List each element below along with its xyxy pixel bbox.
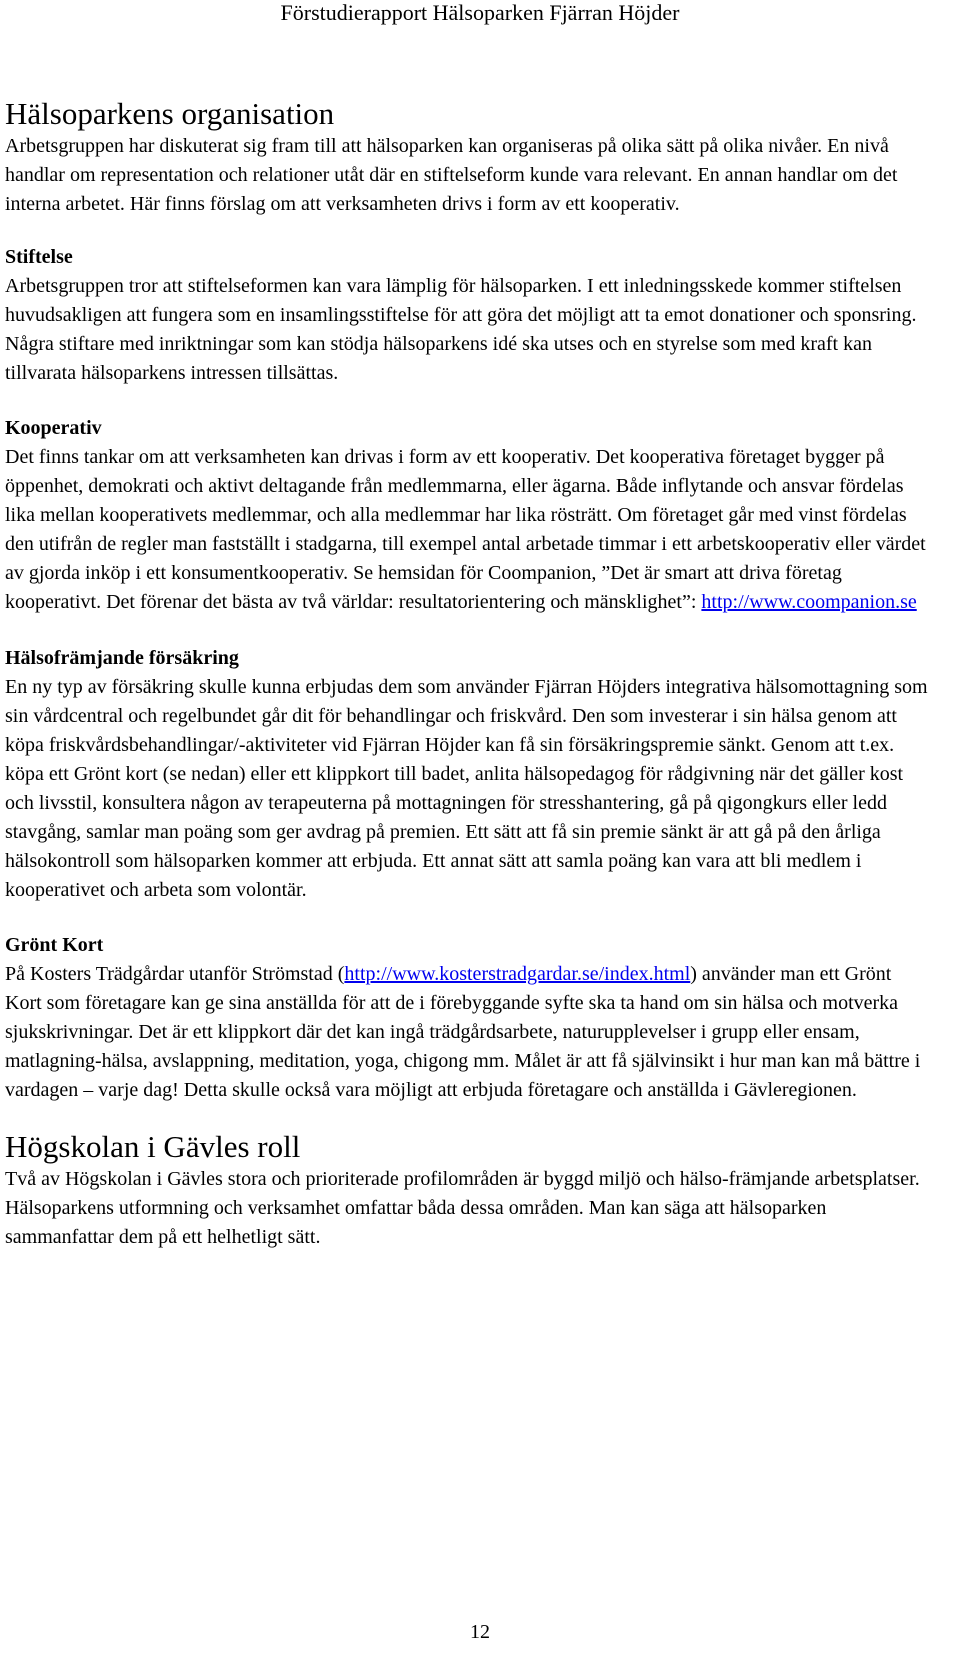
- paragraph-hogskolan: Två av Högskolan i Gävles stora och prioriterade profilområden är byggd miljö och hälso-främjande arbetsplatser. Hälsoparkens utformning och verksamhet omfattar båda dessa områden. Man kan säga att hälsoparken sammanfattar dem på ett helhetligt sätt.: [5, 1168, 920, 1248]
- paragraph-kooperativ: [5, 443, 930, 617]
- document-body: [5, 96, 930, 1252]
- heading-hogskolan: Högskolan i Gävles roll: [5, 1129, 301, 1164]
- page-number: 12: [470, 1621, 490, 1643]
- section-halsoframjande-forsakring: [5, 644, 930, 905]
- heading-organisation: Hälsoparkens organisation: [5, 96, 335, 131]
- heading-halsoframjande-forsakring: Hälsofrämjande försäkring: [5, 647, 239, 669]
- paragraph-gront-kort: [5, 960, 930, 1105]
- paragraph-organisation: Arbetsgruppen har diskuterat sig fram till att hälsoparken kan organiseras på olika sätt på olika nivåer. En nivå handlar om representation och relationer utåt där en stiftelseform kunde vara relevant. En annan handlar om det interna arbetet. Här finns förslag om att verksamheten drivs i form av ett kooperativ.: [5, 135, 898, 215]
- heading-stiftelse: Stiftelse: [5, 246, 73, 268]
- section-hogskolan: [5, 1129, 930, 1252]
- heading-kooperativ: Kooperativ: [5, 417, 102, 439]
- section-organisation: [5, 96, 930, 219]
- heading-gront-kort: Grönt Kort: [5, 934, 104, 956]
- page-header: Förstudierapport Hälsoparken Fjärran Höjder: [280, 0, 680, 25]
- paragraph-gront-kort-text-after: ) använder man ett Grönt Kort som företagare kan ge sina anställda för att de i förebyggande syfte ska ta hand om sin hälsa och motverka sjukskrivningar. Det är ett klippkort där det kan ingå trädgårdsarbete, naturupplevelser i grupp eller ensam, matlagning-hälsa, avslappning, meditation, yoga, chigong mm. Målet är att få självinsikt i hur man kan må bättre i vardagen – varje dag! Detta skulle också vara möjligt att erbjuda företagare och anställda i Gävleregionen.: [5, 963, 921, 1101]
- kosterstradgardar-link[interactable]: http://www.kosterstradgardar.se/index.html: [344, 963, 691, 985]
- coompanion-link[interactable]: http://www.coompanion.se: [701, 591, 917, 613]
- section-stiftelse: [5, 243, 930, 388]
- section-kooperativ: [5, 414, 930, 617]
- paragraph-gront-kort-text-before: På Kosters Trädgårdar utanför Strömstad (: [5, 963, 345, 985]
- paragraph-kooperativ-text: Det finns tankar om att verksamheten kan drivas i form av ett kooperativ. Det kooperativa företaget bygger på öppenhet, demokrati och aktivt deltagande från medlemmarna, eller ägarna. Både inflytande och ansvar fördelas lika mellan kooperativets medlemmar, och alla medlemmar har lika rösträtt. Om företaget går med vinst fördelas den utifrån de regler man fastställt i stadgarna, till exempel antal arbetade timmar i ett arbetskooperativ eller värdet av gjorda inköp i ett konsumentkooperativ. Se hemsidan för Coompanion, ”Det är smart att driva företag kooperativt. Det förenar det bästa av två världar: resultatorientering och mänsklighet”:: [5, 446, 926, 613]
- paragraph-halsoframjande-forsakring: En ny typ av försäkring skulle kunna erbjudas dem som använder Fjärran Höjders integrativa hälsomottagning som sin vårdcentral och regelbundet går dit för behandlingar och friskvård. Den som investerar i sin hälsa genom att köpa friskvårdsbehandlingar/-aktiviteter vid Fjärran Höjder kan få sin försäkringspremie sänkt. Genom att t.ex. köpa ett Grönt kort (se nedan) eller ett klippkort till badet, anlita hälsopedagog för rådgivning när det gäller kost och livsstil, konsultera någon av terapeuterna på mottagningen för stresshantering, gå på qigongkurs eller ledd stavgång, samlar man poäng som ger avdrag på premien. Ett sätt att få sin premie sänkt är att gå på den årliga hälsokontroll som hälsoparken kommer att erbjuda. Ett annat sätt att samla poäng kan vara att bli medlem i kooperativet och arbeta som volontär.: [5, 676, 928, 901]
- section-gront-kort: [5, 931, 930, 1105]
- paragraph-stiftelse: Arbetsgruppen tror att stiftelseformen kan vara lämplig för hälsoparken. I ett inledningsskede kommer stiftelsen huvudsakligen att fungera som en insamlingsstiftelse för att göra det möjligt att ta emot donationer och sponsring. Några stiftare med inriktningar som kan stödja hälsoparkens idé ska utses och en styrelse som med kraft kan tillvarata hälsoparkens intressen tillsättas.: [5, 275, 917, 384]
